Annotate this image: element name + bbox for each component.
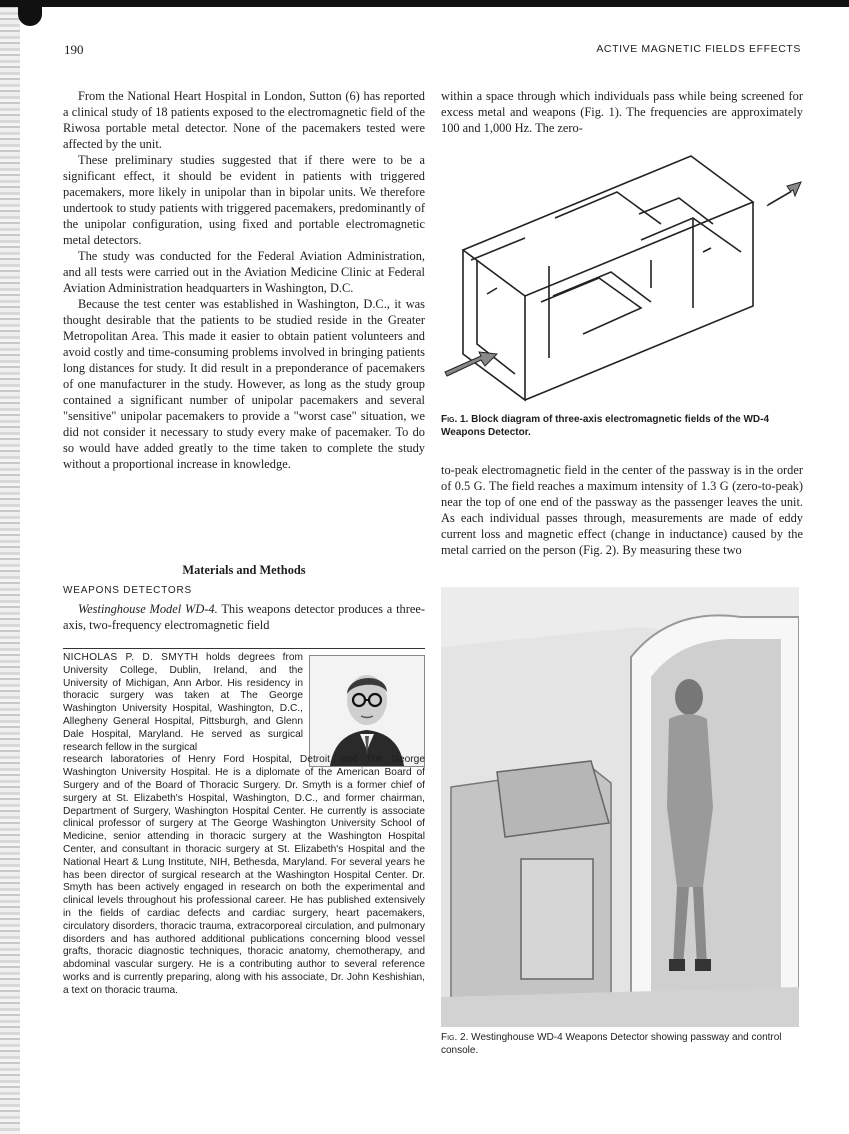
- paragraph: These preliminary studies suggested that if there were to be a significant effect, it should be evident in patients with triggered pacemakers, more likely in unipolar than in bipolar units. We therefore undertook to study patients with triggered pacemakers, predominantly of the unipolar configuration, using fixed and portable electromagnetic metal detectors.: [63, 153, 425, 247]
- figure-2-photo: [441, 587, 799, 1027]
- figure-label: Fig. 2.: [441, 1032, 469, 1043]
- weapons-detector-photo: [441, 587, 799, 1027]
- paragraph: within a space through which individuals pass while being screened for excess metal and weapons (Fig. 1). The frequencies are approximately 100 and 1,000 Hz. The zero-: [441, 89, 803, 135]
- scan-blot: [18, 0, 42, 26]
- figure-1-diagram: [441, 148, 803, 410]
- paragraph: Because the test center was established in Washington, D.C., it was thought desirable that the patients to be studied reside in the Greater Metropolitan Area. This made it easier to obtain patient volunteers and avoid costly and time-consuming problems involved in bringing patients long distances for study. It did result in a preponderance of pacemakers of one manufacturer in the study. However, as long as the study group contained a significant number of unipolar pacemakers and several "sensitive" unipolar pacemakers to provide a "worst case" situation, we did not consider it necessary to study every make of pacemaker. To do so would have added greatly to the time taken to complete the study without a proportional increase in knowledge.: [63, 297, 425, 471]
- model-name: Westinghouse Model WD-4.: [78, 602, 218, 616]
- weapons-text: This weapons detector produces a three-axis, two-frequency electromagnetic field: [63, 602, 425, 632]
- figure-1-caption: [441, 413, 803, 439]
- section-heading: Materials and Methods: [182, 563, 306, 577]
- paragraph: From the National Heart Hospital in London, Sutton (6) has reported a clinical study of 18 patients exposed to the electromagnetic field of the Riwosa portable metal detector. None of the pacemakers tested were affected by the unit.: [63, 89, 425, 151]
- page-number: 190: [64, 42, 84, 57]
- subheading: WEAPONS DETECTORS: [63, 585, 192, 596]
- author-bio: [63, 652, 425, 998]
- scan-edge-artifact: [0, 0, 20, 1134]
- running-title: ACTIVE MAGNETIC FIELDS EFFECTS: [596, 43, 801, 55]
- caption-text: Block diagram of three-axis electromagnetic fields of the WD-4 Weapons Detector.: [441, 414, 770, 438]
- paragraph: to-peak electromagnetic field in the center of the passway is in the order of 0.5 G. The field reaches a maximum intensity of 1.3 G (zero-to-peak) near the top of one end of the passway as the passenger leaves the unit. As each individual passes through, measurements are made of eddy current loss and magnetic effect (change in inductance) caused by the metal carried on the person (Fig. 2). By measuring these two: [441, 463, 803, 557]
- figure-2-caption: [441, 1031, 803, 1057]
- paragraph: The study was conducted for the Federal Aviation Administration, and all tests were carried out in the Aviation Medicine Clinic at Federal Aviation Administration headquarters in Washington, D.C.: [63, 249, 425, 295]
- passway-block-diagram: [441, 148, 803, 410]
- caption-text: Westinghouse WD-4 Weapons Detector showing passway and control console.: [441, 1032, 782, 1056]
- right-column-bottom-text: [441, 462, 803, 558]
- weapons-paragraph: [63, 601, 425, 633]
- author-name: NICHOLAS P. D. SMYTH: [63, 652, 199, 663]
- left-column: [63, 88, 425, 472]
- top-rule: [0, 0, 849, 7]
- bio-text-first: holds degrees from University College, Dublin, Ireland, and the University of Michigan, Ann Arbor. His residency in thoracic surgery was taken at The George Washington University Hospital, Washington, D.C., Allegheny General Hospital, Pittsburgh, and Glenn Dale Hospital, Maryland. He served as surgical research fellow in the surgical: [63, 652, 303, 753]
- figure-label: Fig. 1.: [441, 414, 469, 425]
- bio-divider: [63, 648, 425, 649]
- bio-text-rest: research laboratories of Henry Ford Hospital, Detroit, and The George Washington University Hospital. He is a diplomate of the American Board of Surgery and of the Board of Thoracic Surgery. Dr. Smyth is a former chief of surgery at St. Elizabeth's Hospital, Washington, D.C., and former chairman, Department of Surgery, Washington Hospital Center. He currently is associate clinical professor of surgery at The George Washington University School of Medicine, senior attending in thoracic surgery at the Washington Hospital Center, and consultant in thoracic surgery at St. Elizabeth's Hospital and the National Heart & Lung Institute, NIH, Bethesda, Maryland. For several years he has been director of surgical research at the Washington Hospital Center. Dr. Smyth has been actively engaged in research on both the experimental and clinical levels throughout his professional career. He has published extensively in the fields of cardiac defects and cardiac surgery, heart pacemakers, circulatory disorders, thoracic trauma, extracorporeal circulation, and pulmonary disorders and has authored additional publications concerning blood vessel grafts, thoracic diagnostic techniques, thoracic anatomy, chemotherapy, and abdominal vascular surgery. He is a contributing author to several reference works and is currently preparing, along with his associate, Dr. John Keshishian, a text on thoracic trauma.: [63, 754, 425, 996]
- right-column-top-text: [441, 88, 803, 136]
